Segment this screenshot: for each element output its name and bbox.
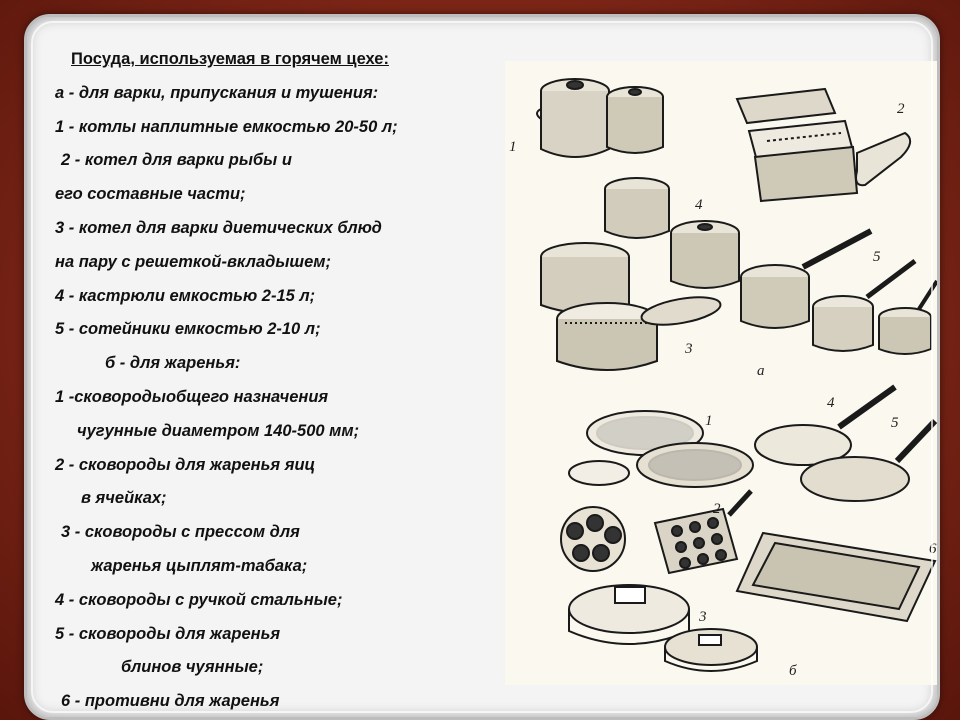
- label-a2: 2: [897, 101, 905, 117]
- baking-tray-illustration: [737, 533, 935, 621]
- text-line: на пару с решеткой-вкладышем;: [55, 252, 331, 271]
- text-line: 3 - котел для варки диетических блюд: [55, 218, 382, 237]
- text-line: 2 - котел для варки рыбы и: [61, 151, 292, 170]
- text-line: блинов чуянные;: [121, 658, 264, 677]
- text-line: 6 - противни для жаренья: [61, 692, 280, 711]
- egg-frying-pan-illustration: [561, 491, 751, 573]
- label-a-letter: а: [757, 363, 765, 379]
- label-b5: 5: [891, 415, 899, 431]
- text-line: а - для варки, припускания и тушения:: [55, 83, 379, 102]
- label-b-letter: б: [789, 663, 797, 679]
- stock-pot-illustration: [537, 79, 663, 157]
- label-a4: 4: [695, 197, 703, 213]
- press-frying-pan-illustration: [569, 585, 757, 671]
- slide-frame: [24, 14, 940, 720]
- label-b3: 3: [699, 609, 707, 625]
- text-line: 1 -сковородыобщего назначения: [55, 387, 329, 406]
- cookware-illustration: [505, 61, 940, 685]
- text-line: 5 - сковороды для жаренья: [55, 624, 281, 643]
- label-a1: 1: [509, 139, 517, 155]
- label-b4: 4: [827, 395, 835, 411]
- text-line: жаренья цыплят-табака;: [91, 556, 308, 575]
- label-b6: 6: [929, 541, 937, 557]
- label-a5: 5: [873, 249, 881, 265]
- text-line: 2 - сковороды для жаренья яиц: [55, 455, 316, 474]
- document-title: Посуда, используемая в горячем цехе:: [71, 50, 389, 68]
- text-line: чугунные диаметром 140-500 мм;: [77, 421, 360, 440]
- label-b2: 2: [713, 501, 721, 517]
- text-line: в ячейках;: [81, 489, 167, 508]
- text-line: его составные части;: [55, 185, 246, 204]
- section-heading: б - для жаренья:: [105, 354, 241, 373]
- saute-pan-illustration: [741, 231, 937, 354]
- text-line: 1 - котлы наплитные емкостью 20-50 л;: [55, 117, 398, 136]
- text-line: 5 - сотейники емкостью 2-10 л;: [55, 320, 321, 339]
- text-column: [55, 43, 515, 719]
- label-a3: 3: [685, 341, 693, 357]
- text-line: 4 - кастрюли емкостью 2-15 л;: [55, 286, 316, 305]
- steel-frying-pan-illustration: [755, 387, 935, 501]
- cast-iron-frying-pan-illustration: [569, 411, 753, 487]
- label-b1: 1: [705, 413, 713, 429]
- fish-kettle-illustration: [737, 89, 910, 201]
- text-line: 3 - сковороды с прессом для: [61, 523, 300, 542]
- text-line: 4 - сковороды с ручкой стальные;: [55, 590, 343, 609]
